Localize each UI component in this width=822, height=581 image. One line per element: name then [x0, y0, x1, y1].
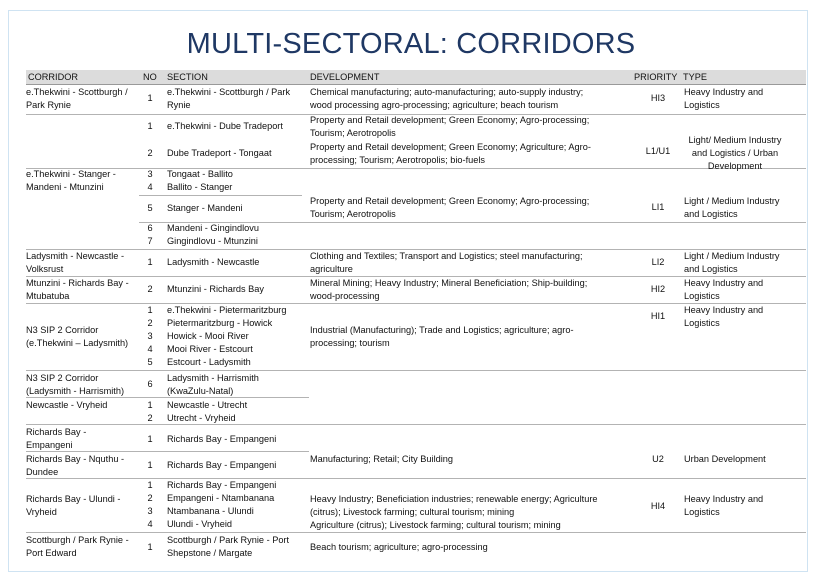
cell-priority: HI3 [650, 93, 666, 103]
cell-section: Richards Bay - Empangeni [167, 434, 277, 444]
cell-section: Tongaat - Ballito Ballito - Stanger [167, 169, 233, 192]
header-section: SECTION [167, 72, 208, 82]
cell-section: Dube Tradeport - Tongaat [167, 148, 272, 158]
row-divider [26, 532, 806, 533]
cell-corridor: Scottburgh / Park Rynie - Port Edward [26, 535, 129, 558]
cell-corridor: Richards Bay - Empangeni [26, 427, 87, 450]
cell-priority: U2 [652, 454, 664, 464]
cell-no: 1 [147, 93, 153, 103]
cell-development: Property and Retail development; Green Economy; Agriculture; Agro- processing; Tourism; Aerotropolis; bio-fuels [310, 142, 591, 165]
cell-development: Beach tourism; agriculture; agro-processing [310, 542, 488, 552]
cell-corridor: Newcastle - Vryheid [26, 400, 108, 410]
cell-section: Ladysmith - Harrismith (KwaZulu-Natal) [167, 373, 259, 396]
cell-no: 6 7 [147, 223, 153, 246]
cell-no: 1 2 3 4 5 [147, 305, 153, 367]
cell-no: 1 [147, 434, 153, 444]
header-type: TYPE [683, 72, 707, 82]
cell-type: Heavy Industry and Logistics [684, 87, 764, 110]
cell-type: Light / Medium Industry and Logistics [684, 196, 780, 219]
cell-corridor: e.Thekwini - Scottburgh / Park Rynie [26, 87, 128, 110]
cell-priority: LI1 [651, 202, 665, 212]
cell-no: 1 [147, 121, 153, 131]
cell-type: Light/ Medium Industry and Logistics / Urban Development [688, 135, 782, 171]
row-divider [26, 370, 806, 371]
cell-type: Heavy Industry and Logistics [684, 278, 764, 301]
cell-corridor: Mtunzini - Richards Bay - Mtubatuba [26, 278, 129, 301]
cell-development: Property and Retail development; Green Economy; Agro-processing; Tourism; Aerotropolis [310, 196, 590, 219]
cell-priority: HI2 [650, 284, 666, 294]
cell-section: Ladysmith - Newcastle [167, 257, 260, 267]
cell-priority: LI2 [651, 257, 665, 267]
cell-corridor: N3 SIP 2 Corridor (Ladysmith - Harrismith) [26, 373, 125, 396]
cell-corridor: Ladysmith - Newcastle - Volksrust [26, 251, 125, 274]
cell-corridor: N3 SIP 2 Corridor (e.Thekwini – Ladysmith) [26, 325, 129, 348]
header-priority: PRIORITY [634, 72, 678, 82]
cell-no: 1 2 3 4 [147, 480, 153, 529]
cell-section: Richards Bay - Empangeni Empangeni - Ntambanana Ntambanana - Ulundi Ulundi - Vryheid [167, 480, 277, 529]
cell-section: Stanger - Mandeni [167, 203, 243, 213]
cell-development: Mineral Mining; Heavy Industry; Mineral Beneficiation; Ship-building; wood-processing [310, 278, 588, 301]
cell-type: Light / Medium Industry and Logistics [684, 251, 780, 274]
cell-section: e.Thekwini - Scottburgh / Park Rynie [167, 87, 291, 110]
header-no: NO [143, 72, 157, 82]
cell-corridor: Richards Bay - Ulundi - Vryheid [26, 494, 121, 517]
cell-development: Chemical manufacturing; auto-manufacturing; auto-supply industry; wood processing agro-processing; agriculture; beach tourism [310, 87, 584, 110]
cell-no: 6 [147, 379, 153, 389]
cell-no: 5 [147, 203, 153, 213]
header-development: DEVELOPMENT [310, 72, 380, 82]
cell-priority: HI4 [650, 501, 666, 511]
cell-no: 2 [147, 284, 153, 294]
cell-corridor: e.Thekwini - Stanger - Mandeni - Mtunzini [26, 169, 116, 192]
cell-no: 1 [147, 460, 153, 470]
corridors-table [26, 70, 806, 564]
cell-corridor: Richards Bay - Nquthu - Dundee [26, 454, 125, 477]
cell-priority: HI1 [650, 311, 666, 321]
cell-development: Industrial (Manufacturing); Trade and Logistics; agriculture; agro- processing; tourism [310, 325, 574, 348]
cell-type: Urban Development [684, 454, 766, 464]
cell-development: Clothing and Textiles; Transport and Logistics; steel manufacturing; agriculture [310, 251, 583, 274]
cell-development: Heavy Industry; Beneficiation industries; renewable energy; Agriculture (citrus); Livestock farming; cultural tourism; mining Agriculture (citrus); Livestock farming; cultural tourism; mining [310, 494, 598, 530]
cell-type: Heavy Industry and Logistics [684, 305, 764, 328]
page-title: MULTI-SECTORAL: CORRIDORS [186, 28, 636, 60]
cell-no: 1 [147, 257, 153, 267]
cell-development: Property and Retail development; Green Economy; Agro-processing; Tourism; Aerotropolis [310, 115, 590, 138]
cell-no: 3 4 [147, 169, 153, 192]
cell-section: e.Thekwini - Pietermaritzburg Pietermaritzburg - Howick Howick - Mooi River Mooi River - Estcourt Estcourt - Ladysmith [167, 305, 287, 367]
cell-section: Scottburgh / Park Rynie - Port Shepstone / Margate [167, 535, 290, 558]
cell-section: Richards Bay - Empangeni [167, 460, 277, 470]
cell-development: Manufacturing; Retail; City Building [310, 454, 453, 464]
cell-no: 2 [147, 148, 153, 158]
row-divider [139, 195, 302, 196]
cell-section: e.Thekwini - Dube Tradeport [167, 121, 283, 131]
cell-priority: L1/U1 [645, 146, 671, 156]
cell-type: Heavy Industry and Logistics [684, 494, 764, 517]
cell-section: Newcastle - Utrecht Utrecht - Vryheid [167, 400, 248, 423]
cell-section: Mandeni - Gingindlovu Gingindlovu - Mtunzini [167, 223, 259, 246]
cell-no: 1 2 [147, 400, 153, 423]
cell-section: Mtunzini - Richards Bay [167, 284, 265, 294]
cell-no: 1 [147, 542, 153, 552]
header-corridor: CORRIDOR [28, 72, 79, 82]
